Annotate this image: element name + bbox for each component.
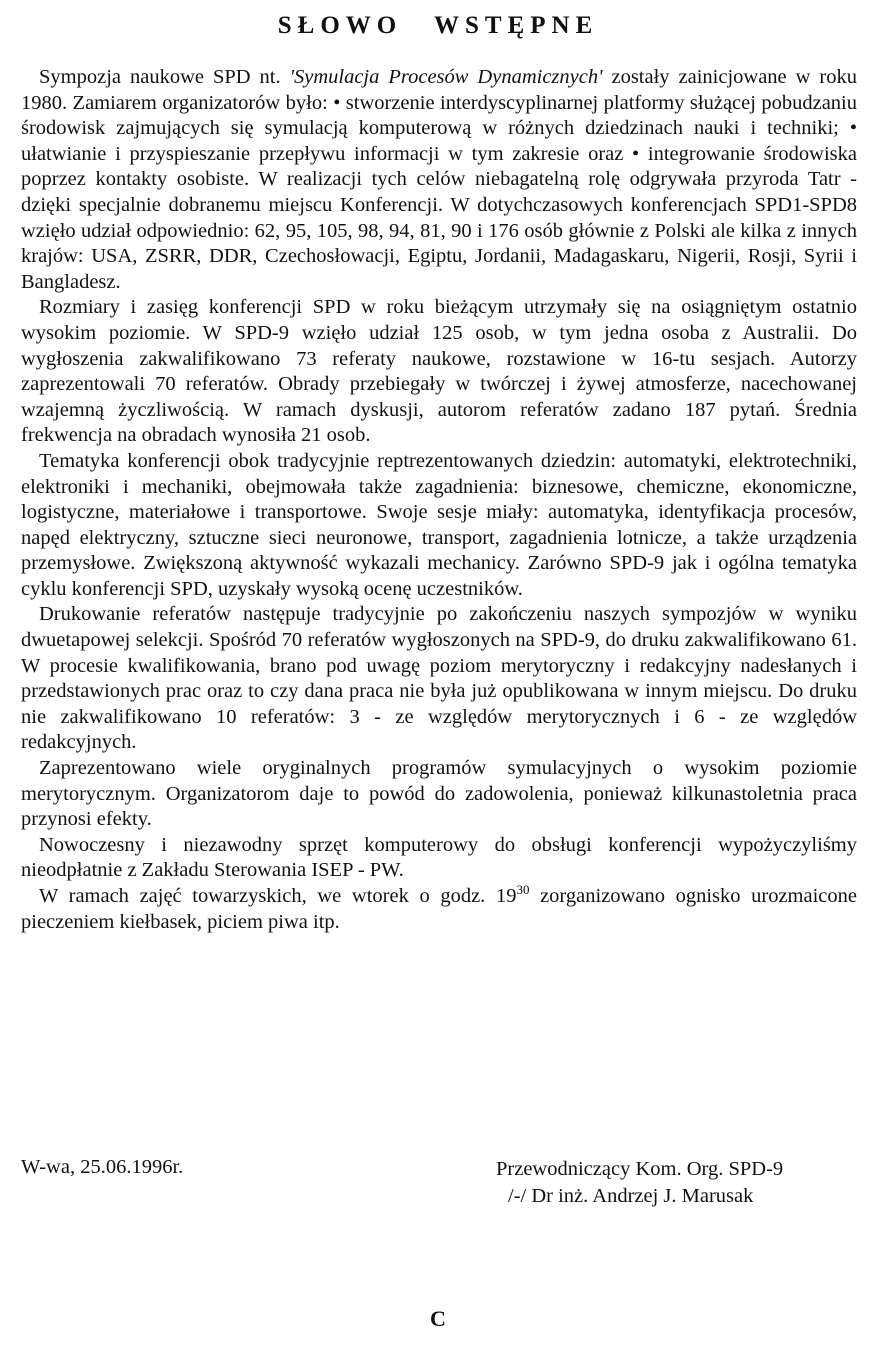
page-title: SŁOWO WSTĘPNE (277, 12, 599, 39)
paragraph-7 (21, 884, 857, 935)
symposium-name: 'Symulacja Procesów Dynamicznych' (289, 66, 603, 88)
paragraph-7-text: zorganizowano ognisko urozmaicone pieczeniem kiełbasek, piciem piwa itp. (21, 885, 857, 933)
paragraph-1-text: zostały zainicjowane w roku 1980. Zamiarem organizatorów było: • stworzenie interdyscyplinarnej platformy służącej pobudzaniu środowisk zajmujących się symulacją komputerową w różnych dziedzinach nauki i techniki; • ułatwianie i przyspieszanie przepływu informacji w tym zakresie oraz • integrowanie środowiska poprzez kontakty osobiste. W realizacji tych celów niebagatelną rolę odgrywała przyroda Tatr - dzięki specjalnie dobranemu miejscu Konferencji. W dotychczasowych konferencjach SPD1-SPD8 wzięło udział odpowiednio: 62, 95, 105, 98, 94, 81, 90 i 176 osób głównie z Polski ale kilka z innych krajów: USA, ZSRR, DDR, Czechosłowacji, Egiptu, Jordanii, Madagaskaru, Nigerii, Rosji, Syrii i Bangladesz. (21, 66, 857, 293)
paragraph-1-intro: Sympozja naukowe SPD nt. (39, 66, 290, 88)
paragraph-5: Zaprezentowano wiele oryginalnych programów symulacyjnych o wysokim poziomie merytorycznym. Organizatorom daje to powód do zadowolenia, ponieważ kilkunastoletnia praca przynosi efekty. (21, 757, 857, 831)
place-date: W-wa, 25.06.1996r. (21, 1156, 184, 1178)
page-number: C (430, 1306, 446, 1331)
signature-title: Przewodniczący Kom. Org. SPD-9 (496, 1158, 784, 1180)
body-text (21, 65, 857, 935)
paragraph-1 (21, 65, 857, 295)
time-minutes-superscript: 30 (516, 882, 530, 898)
paragraph-4: Drukowanie referatów następuje tradycyjnie po zakończeniu naszych sympozjów w wyniku dwuetapowej selekcji. Spośród 70 referatów wygłoszonych na SPD-9, do druku zakwalifikowano 61. W procesie kwalifikowania, brano pod uwagę poziom merytoryczny i redakcyjny nadesłanych i przedstawionych prac oraz to czy dana praca nie była już opublikowana w innym miejscu. Do druku nie zakwalifikowano 10 referatów: 3 - ze względów merytorycznych i 6 - ze względów redakcyjnych. (21, 603, 857, 754)
paragraph-6: Nowoczesny i niezawodny sprzęt komputerowy do obsługi konferencji wypożyczyliśmy nieodpłatnie z Zakładu Sterowania ISEP - PW. (21, 833, 857, 882)
signature-name: /-/ Dr inż. Andrzej J. Marusak (508, 1185, 754, 1207)
paragraph-3: Tematyka konferencji obok tradycyjnie reptrezentowanych dziedzin: automatyki, elektrotechniki, elektroniki i mechaniki, obejmowała także zagadnienia: biznesowe, chemiczne, ekonomiczne, logistyczne, materiałowe i transportowe. Swoje sesje miały: automatyka, identyfikacja procesów, napęd elektryczny, sztuczne sieci neuronowe, transport, zagadnienia lotnicze, a także urządzenia przemysłowe. Zwiększoną aktywność wykazali mechanicy. Zarówno SPD-9 jak i ogólna tematyka cyklu konferencji SPD, uzyskały wysoką ocenę uczestników. (21, 449, 857, 600)
paragraph-7-intro: W ramach zajęć towarzyskich, we wtorek o godz. 19 (39, 885, 517, 907)
signature-block (496, 1156, 846, 1210)
paragraph-2: Rozmiary i zasięg konferencji SPD w roku bieżącym utrzymały się na osiągniętym ostatnio wysokim poziomie. W SPD-9 wzięło udział 125 osob, w tym jedna osoba z Australii. Do wygłoszenia zakwalifikowano 73 referaty naukowe, rozstawione w 16-tu sesjach. Autorzy zaprezentowali 70 referatów. Obrady przebiegały w twórczej i żywej atmosferze, nacechowanej wzajemną życzliwością. W ramach dyskusji, autorom referatów zadano 187 pytań. Średnia frekwencja na obradach wynosiła 21 osob. (21, 296, 857, 447)
